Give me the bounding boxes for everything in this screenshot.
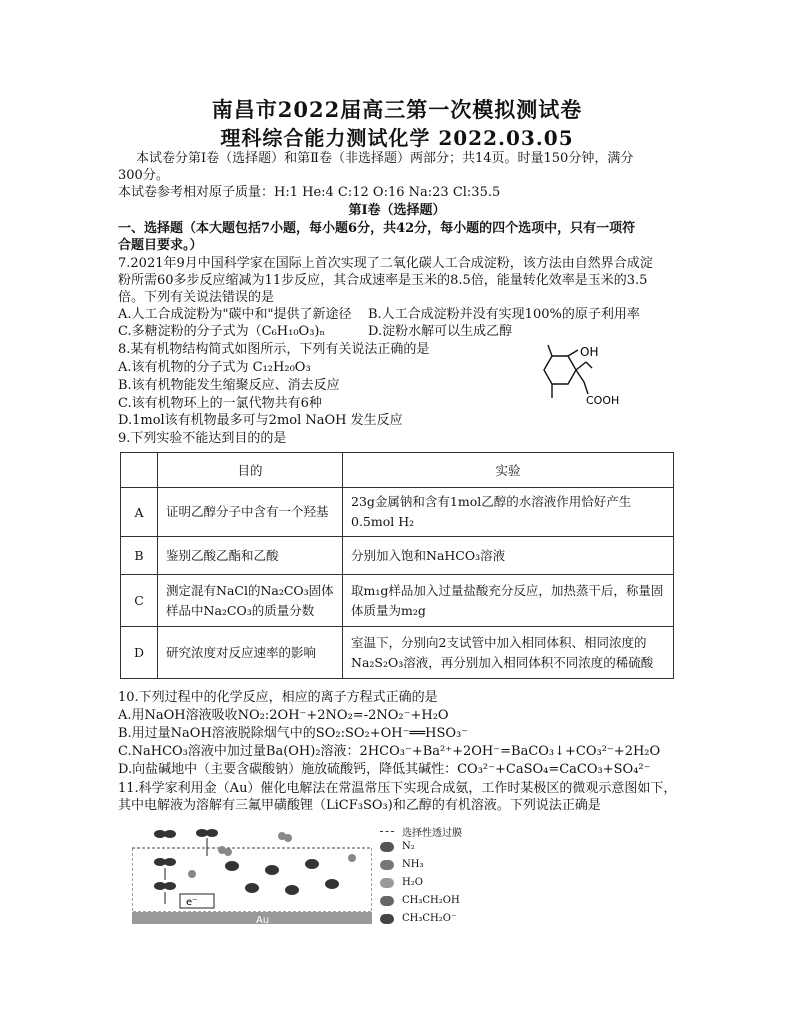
table-row xyxy=(121,627,674,679)
row-key: D xyxy=(121,627,158,679)
q8-option-a: A.该有机物的分子式为 C₁₂H₂₀O₃ xyxy=(118,360,311,375)
q7-stem-3: 倍。下列有关说法错误的是 xyxy=(118,290,275,305)
legend-label: H₂O xyxy=(402,877,423,888)
legend-label: 选择性透过膜 xyxy=(402,828,462,839)
row-experiment: 室温下，分别向2支试管中加入相同体积、相同浓度的Na₂S₂O₃溶液，再分别加入相同体积不同浓度的稀硫酸 xyxy=(343,627,674,679)
legend-label: CH₃CH₂OH xyxy=(402,895,460,906)
legend-item xyxy=(380,841,415,852)
ethanol-molecule-icon xyxy=(380,896,394,906)
q10-option-c: C.NaHCO₃溶液中加过量Ba(OH)₂溶液：2HCO₃⁻+Ba²⁺+2OH⁻=BaCO₃↓+CO₃²⁻+2H₂O xyxy=(118,744,661,759)
row-purpose: 证明乙醇分子中含有一个羟基 xyxy=(158,488,343,537)
table-header-row xyxy=(121,453,674,488)
legend-label: N₂ xyxy=(402,841,415,852)
au-electrode-label: Au xyxy=(256,915,270,926)
q10-option-d: D.向盐碱地中（主要含碳酸钠）施放硫酸钙，降低其碱性：CO₃²⁻+CaSO₄=CaCO₃+SO₄²⁻ xyxy=(118,762,651,777)
row-purpose: 鉴别乙酸乙酯和乙酸 xyxy=(158,537,343,575)
electrolysis-diagram xyxy=(132,828,372,928)
q7-option-a: A.人工合成淀粉为"碳中和"提供了新途径 xyxy=(118,307,352,322)
row-purpose: 测定混有NaCl的Na₂CO₃固体样品中Na₂CO₃的质量分数 xyxy=(158,575,343,627)
section-instruction-2: 合题目要求。） xyxy=(118,238,203,253)
page-title: 南昌市2022届高三第一次模拟测试卷 xyxy=(211,97,583,122)
q7-stem-1: 7.2021年9月中国科学家在国际上首次实现了二氧化碳人工合成淀粉，该方法由自然界合成淀 xyxy=(118,256,653,271)
table-header-experiment: 实验 xyxy=(343,453,674,488)
row-key: C xyxy=(121,575,158,627)
ethoxide-ion-icon xyxy=(380,914,394,924)
n2-molecule-icon xyxy=(380,842,394,852)
row-purpose: 研究浓度对反应速率的影响 xyxy=(158,627,343,679)
legend-item xyxy=(380,824,462,839)
q11-stem-1: 11.科学家利用金（Au）催化电解法在常温常压下实现合成氨，工作时某极区的微观示意图如下， xyxy=(118,781,677,796)
row-experiment: 取m₁g样品加入过量盐酸充分反应，加热蒸干后，称量固体质量为m₂g xyxy=(343,575,674,627)
intro-line-3: 本试卷参考相对原子质量：H:1 He:4 C:12 O:16 Na:23 Cl:35.5 xyxy=(118,185,501,200)
row-key: B xyxy=(121,537,158,575)
q8-stem: 8.某有机物结构简式如图所示，下列有关说法正确的是 xyxy=(118,342,430,357)
legend-label: CH₃CH₂O⁻ xyxy=(402,913,457,924)
q7-option-b: B.人工合成淀粉并没有实现100%的原子利用率 xyxy=(368,307,640,322)
table-header-purpose: 目的 xyxy=(158,453,343,488)
section-instruction-1: 一、选择题（本大题包括7小题，每小题6分，共42分，每小题的四个选项中，只有一项符 xyxy=(118,221,636,236)
row-experiment: 分别加入饱和NaHCO₃溶液 xyxy=(343,537,674,575)
table-row xyxy=(121,537,674,575)
q8-option-d: D.1mol该有机物最多可与2mol NaOH 发生反应 xyxy=(118,413,403,428)
q7-stem-2: 粉所需60多步反应缩减为11步反应，其合成速率是玉米的8.5倍，能量转化效率是玉米的3.5 xyxy=(118,273,648,288)
intro-line-1: 本试卷分第Ⅰ卷（选择题）和第Ⅱ卷（非选择题）两部分；共14页。时量150分钟，满分 xyxy=(136,151,634,166)
intro-line-2: 300分。 xyxy=(118,168,169,183)
q7-option-d: D.淀粉水解可以生成乙醇 xyxy=(368,324,513,339)
q10-option-b: B.用过量NaOH溶液脱除烟气中的SO₂:SO₂+OH⁻══HSO₃⁻ xyxy=(118,726,469,741)
q8-option-b: B.该有机物能发生缩聚反应、消去反应 xyxy=(118,378,340,393)
page-subtitle: 理科综合能力测试化学 2022.03.05 xyxy=(220,126,574,150)
membrane-icon xyxy=(380,831,394,832)
table-row xyxy=(121,575,674,627)
table-row xyxy=(121,488,674,537)
q11-stem-2: 其中电解液为溶解有三氟甲磺酸锂（LiCF₃SO₃)和乙醇的有机溶液。下列说法正确是 xyxy=(118,798,601,813)
q10-stem: 10.下列过程中的化学反应，相应的离子方程式正确的是 xyxy=(118,690,438,705)
electron-label: e⁻ xyxy=(186,897,198,908)
nh3-molecule-icon xyxy=(380,860,394,870)
experiment-table xyxy=(120,452,674,679)
legend-label: NH₃ xyxy=(402,859,424,870)
legend-item xyxy=(380,913,456,924)
table-header-key xyxy=(121,453,158,488)
legend-item xyxy=(380,877,423,888)
q9-stem: 9.下列实验不能达到目的的是 xyxy=(118,431,287,446)
row-key: A xyxy=(121,488,158,537)
legend-item xyxy=(380,859,423,870)
legend-item xyxy=(380,895,460,906)
h2o-molecule-icon xyxy=(380,878,394,888)
q8-option-c: C.该有机物环上的一氯代物共有6种 xyxy=(118,396,322,411)
structure-oh-label: OH xyxy=(580,345,599,359)
q10-option-a: A.用NaOH溶液吸收NO₂:2OH⁻+2NO₂=-2NO₂⁻+H₂O xyxy=(118,708,449,723)
section-title: 第Ⅰ卷（选择题） xyxy=(348,203,446,218)
row-experiment: 23g金属钠和含有1mol乙醇的水溶液作用恰好产生0.5mol H₂ xyxy=(343,488,674,537)
q7-option-c: C.多糖淀粉的分子式为（C₆H₁₀O₃)ₙ xyxy=(118,324,326,339)
structure-formula xyxy=(530,340,640,412)
structure-cooh-label: COOH xyxy=(586,394,620,407)
diagram-legend xyxy=(380,824,520,934)
